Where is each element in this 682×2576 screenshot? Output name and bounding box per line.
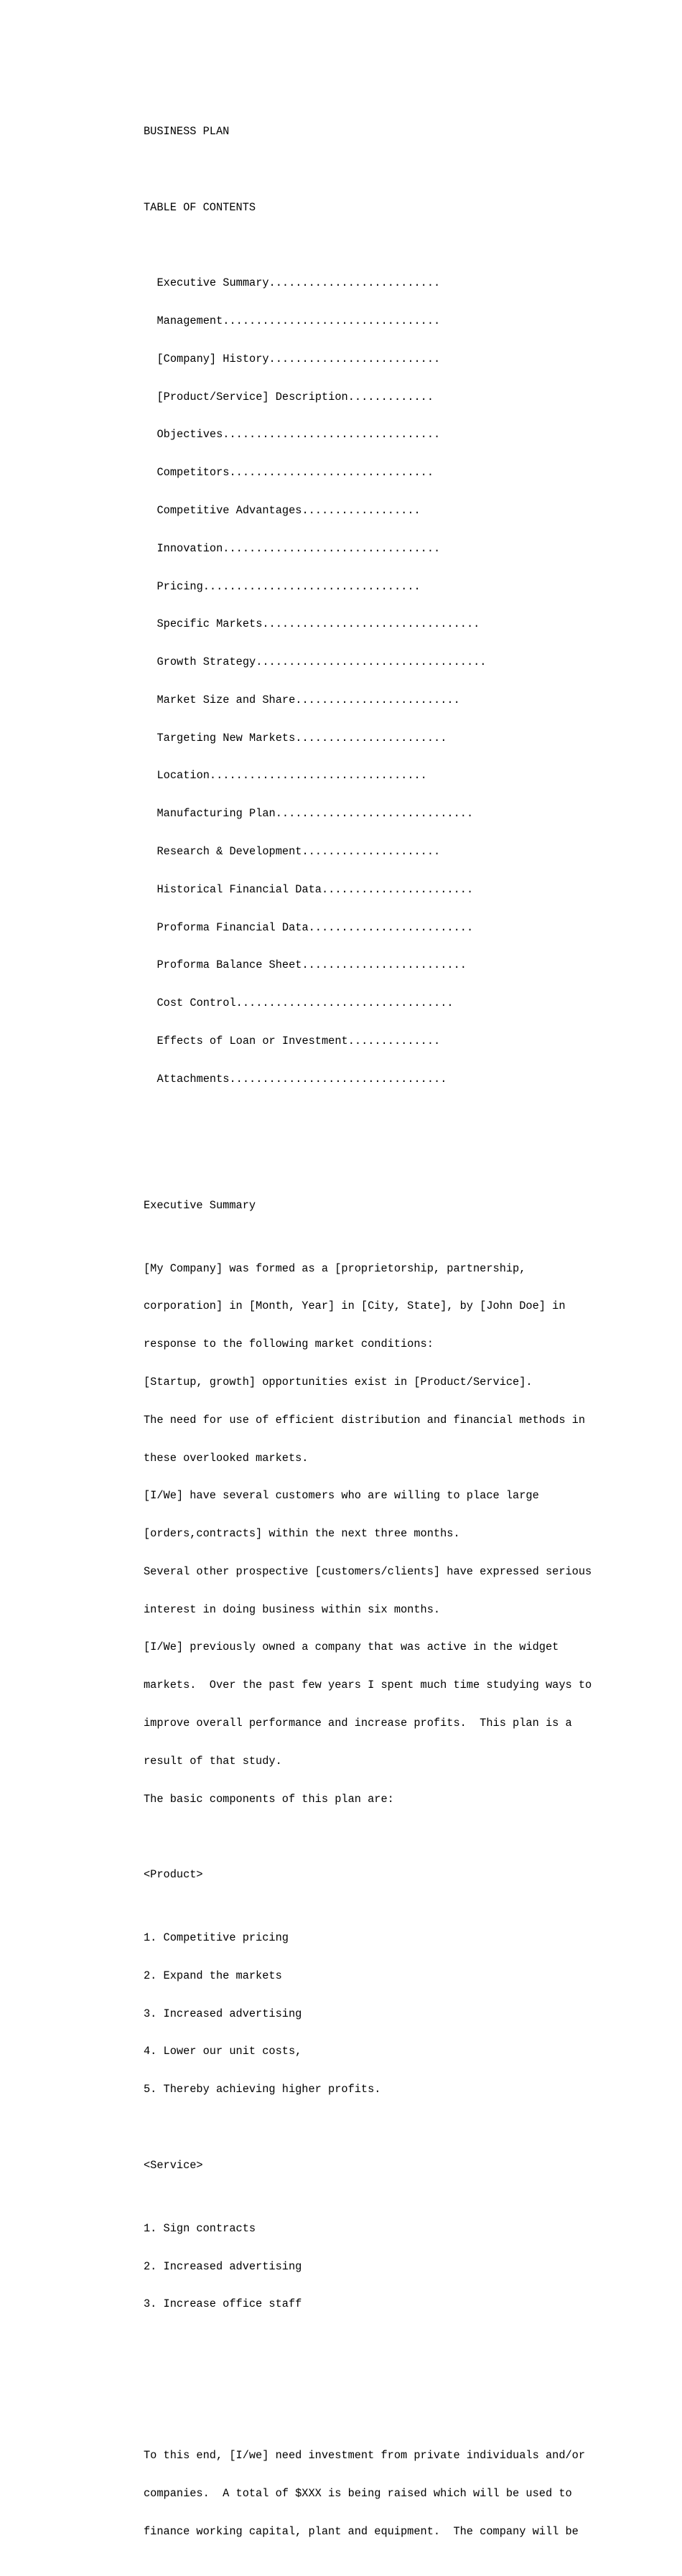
- text-line: [I/We] previously owned a company that was active in the widget: [144, 1641, 559, 1654]
- toc-heading: TABLE OF CONTENTS: [144, 200, 256, 214]
- spacer: [144, 164, 646, 177]
- toc-item: Targeting New Markets.......................: [157, 731, 447, 745]
- summary-paragraph: [144, 1237, 646, 1831]
- closing-paragraph: [144, 2425, 646, 2564]
- toc-item: Pricing.................................: [157, 579, 421, 593]
- toc-item: Historical Financial Data.......................: [157, 882, 474, 896]
- toc-item: Specific Markets.................................: [157, 617, 480, 631]
- list-item: 1. Competitive pricing: [144, 1931, 289, 1945]
- product-list: [144, 1907, 646, 2122]
- toc-item: Attachments.................................: [157, 1072, 447, 1086]
- toc-item: Location.................................: [157, 769, 427, 783]
- toc-item: Research & Development.....................: [157, 845, 441, 859]
- list-item: 2. Expand the markets: [144, 1969, 282, 1982]
- service-heading: <Service>: [144, 2158, 203, 2172]
- text-line: [I/We] have several customers who are willing to place large: [144, 1489, 539, 1503]
- list-item: 1. Sign contracts: [144, 2221, 256, 2235]
- toc-item: Growth Strategy...................................: [157, 655, 487, 669]
- toc-item: Objectives.................................: [157, 428, 441, 442]
- text-line: companies. A total of $XXX is being raised which will be used to: [144, 2487, 572, 2501]
- toc-item: Cost Control.................................: [157, 997, 454, 1010]
- toc-item: [Company] History..........................: [157, 352, 441, 365]
- text-line: Several other prospective [customers/clients] have expressed serious: [144, 1564, 592, 1578]
- list-item: 5. Thereby achieving higher profits.: [144, 2083, 381, 2096]
- toc-item: Competitors...............................: [157, 466, 434, 480]
- text-line: [My Company] was formed as a [proprietorship, partnership,: [144, 1261, 526, 1275]
- toc-item: Proforma Financial Data.........................: [157, 920, 474, 934]
- spacer: [144, 2374, 646, 2387]
- document-title: BUSINESS PLAN: [144, 125, 230, 139]
- text-line: improve overall performance and increase profits. This plan is a: [144, 1717, 572, 1730]
- text-line: result of that study.: [144, 1754, 282, 1768]
- spacer: [144, 1149, 646, 1162]
- text-line: finance working capital, plant and equipment. The company will be: [144, 2525, 579, 2538]
- service-list: [144, 2198, 646, 2337]
- toc-item: [Product/Service] Description.............: [157, 390, 434, 403]
- text-line: The need for use of efficient distribution and financial methods in: [144, 1413, 586, 1427]
- toc-item: Proforma Balance Sheet.........................: [157, 958, 467, 972]
- toc-item: Management.................................: [157, 314, 441, 328]
- list-item: 4. Lower our unit costs,: [144, 2045, 302, 2058]
- list-item: 3. Increased advertising: [144, 2007, 302, 2020]
- product-heading: <Product>: [144, 1868, 203, 1882]
- text-line: response to the following market conditions:: [144, 1338, 434, 1351]
- list-item: 3. Increase office staff: [144, 2297, 302, 2311]
- toc-item: Manufacturing Plan..............................: [157, 807, 474, 821]
- table-of-contents: [144, 252, 646, 1111]
- text-line: [orders,contracts] within the next three months.: [144, 1527, 460, 1541]
- toc-item: Competitive Advantages..................: [157, 504, 421, 517]
- toc-item: Executive Summary..........................: [157, 276, 441, 290]
- toc-item: Innovation.................................: [157, 541, 441, 555]
- document-page: [144, 101, 646, 2576]
- text-line: interest in doing business within six months.: [144, 1602, 441, 1616]
- text-line: corporation] in [Month, Year] in [City, State], by [John Doe] in: [144, 1299, 566, 1313]
- text-line: [Startup, growth] opportunities exist in [Product/Service].: [144, 1375, 533, 1389]
- text-line: markets. Over the past few years I spent much time studying ways to: [144, 1679, 592, 1692]
- section-heading: Executive Summary: [144, 1198, 256, 1212]
- text-line: The basic components of this plan are:: [144, 1792, 394, 1806]
- toc-item: Effects of Loan or Investment..............: [157, 1034, 441, 1047]
- text-line: To this end, [I/we] need investment from private individuals and/or: [144, 2449, 586, 2463]
- text-line: these overlooked markets.: [144, 1451, 309, 1465]
- toc-item: Market Size and Share.........................: [157, 693, 460, 706]
- list-item: 2. Increased advertising: [144, 2259, 302, 2273]
